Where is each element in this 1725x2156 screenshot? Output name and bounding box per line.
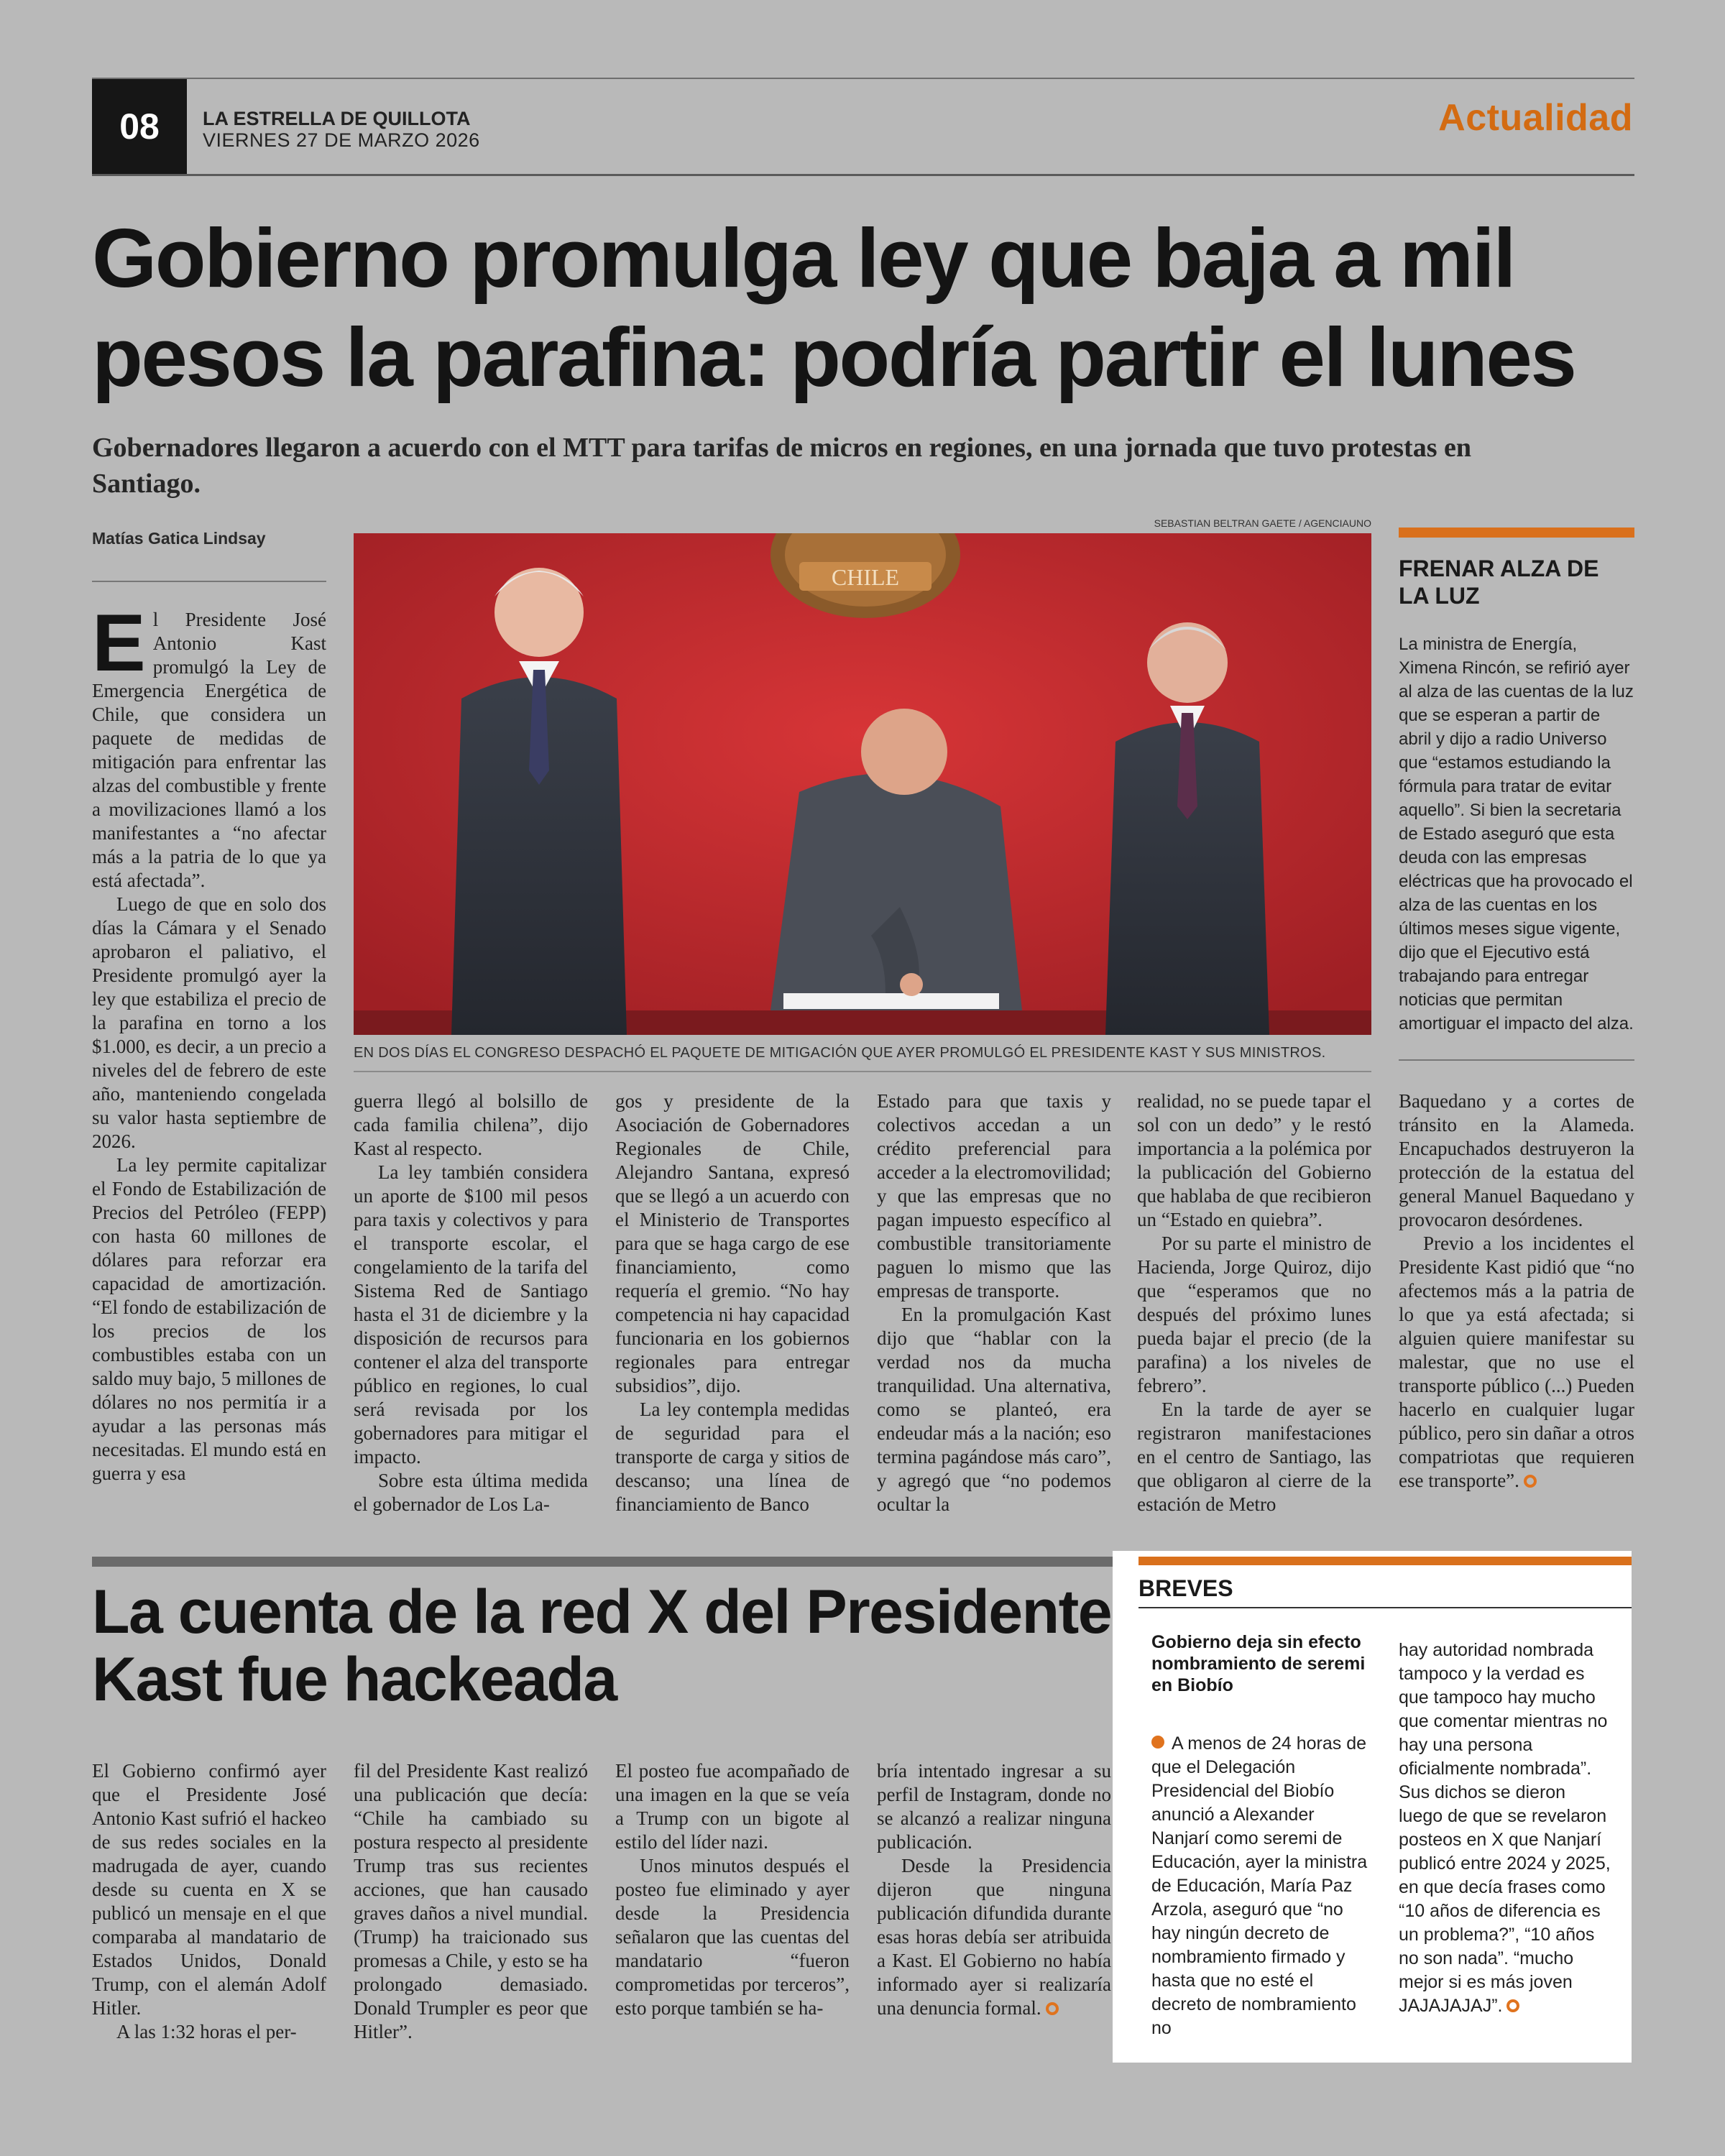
page-number: 08 bbox=[92, 79, 187, 174]
sidebar-accent-bar bbox=[1399, 528, 1634, 538]
paragraph: El posteo fue acompañado de una imagen en la que se veía a Trump con un bigote al estilo del líder nazi. bbox=[615, 1760, 850, 1853]
story1-column-2 bbox=[354, 1089, 588, 1516]
main-headline: Gobierno promulga ley que baja a mil pesos la parafina: podría partir el lunes bbox=[92, 211, 1576, 404]
end-mark-icon bbox=[1506, 1999, 1519, 2012]
breves-accent-bar bbox=[1138, 1557, 1632, 1565]
breves-text: hay autoridad nombrada tampoco y la verdad es que tampoco hay mucho que comentar mientras no hay una persona oficialmente nombrada”. Sus dichos se dieron luego de que se revelaron posteos en X que Nanjarí publicó entre 2024 y 2025, en que decía frases como “10 años de diferencia es un problema?”, “10 años no son nada”. “mucho mejor si es más joven JAJAJAJAJ”. bbox=[1399, 1640, 1611, 2016]
paragraph: La ley permite capitalizar el Fondo de Estabilización de Precios del Petróleo (FEPP) con hasta 60 millones de dólares para reforzar era capacidad de amortización. “El fondo de estabilización de los precios de los combustibles estaba con un saldo muy bajo, 5 millones de dólares no nos permitía ir a ayudar a las personas más necesitadas. El mundo está en guerra y esa bbox=[92, 1154, 326, 1484]
story1-column-6 bbox=[1399, 1089, 1634, 1493]
header-top-rule bbox=[92, 78, 1634, 79]
sidebar-title: FRENAR ALZA DE LA LUZ bbox=[1399, 556, 1599, 609]
caption-rule bbox=[354, 1071, 1371, 1072]
story2-column-4 bbox=[877, 1759, 1111, 2020]
newspaper-name: LA ESTRELLA DE QUILLOTA bbox=[203, 108, 471, 129]
paragraph: guerra llegó al bolsillo de cada familia chilena”, dijo Kast al respecto. bbox=[354, 1090, 588, 1159]
story-separator bbox=[92, 1557, 1113, 1567]
header-bottom-rule bbox=[92, 174, 1634, 176]
paragraph: Por su parte el ministro de Hacienda, Jorge Quiroz, dijo que “esperamos que no después del próximo lunes pueda bajar el precio (de la parafina) a los niveles de febrero”. bbox=[1137, 1233, 1371, 1396]
story2-column-3 bbox=[615, 1759, 850, 2020]
story1-column-5 bbox=[1137, 1089, 1371, 1516]
bullet-icon bbox=[1151, 1736, 1164, 1749]
section-label: Actualidad bbox=[1438, 97, 1633, 139]
paragraph: fil del Presidente Kast realizó una publicación que decía: “Chile ha cambiado su postura respecto al presidente Trump tras sus recientes acciones, que han causado graves daños a nivel mundial. (Trump) ha traicionado sus promesas a Chile, y esto se ha prolongado demasiado. Donald Trumpler es peor que Hitler”. bbox=[354, 1760, 588, 2042]
paragraph: La ley contempla medidas de seguridad para el transporte de carga y sitios de descanso; una línea de financiamiento de Banco bbox=[615, 1399, 850, 1515]
byline-rule bbox=[92, 581, 326, 582]
paragraph: En la promulgación Kast dijo que “hablar con la verdad nos da mucha tranquilidad. Una alternativa, como se planteó, era endeudar más a la nación; eso termina pagándose más caro”, y agregó que “no podemos ocultar la bbox=[877, 1304, 1111, 1515]
main-photo bbox=[354, 533, 1371, 1035]
paragraph: Sobre esta última medida el gobernador de Los La- bbox=[354, 1470, 588, 1515]
paragraph: bría intentado ingresar a su perfil de Instagram, donde no se alcanzó a realizar ninguna publicación. bbox=[877, 1760, 1111, 1853]
breves-column-1 bbox=[1151, 1732, 1374, 2040]
issue-date: VIERNES 27 DE MARZO 2026 bbox=[203, 129, 480, 151]
paragraph: Baquedano y a cortes de tránsito en la Alameda. Encapuchados destruyeron la protección de la estatua del general Manuel Baquedano y provocaron desórdenes. bbox=[1399, 1090, 1634, 1230]
story1-column-3 bbox=[615, 1089, 850, 1516]
sidebar-rule bbox=[1399, 1059, 1634, 1061]
paragraph: A las 1:32 horas el per- bbox=[116, 2021, 297, 2042]
paragraph: Desde la Presidencia dijeron que ninguna publicación difundida durante esas horas debía ser atribuida a Kast. El Gobierno no había informado ayer si realizaría una denuncia formal. bbox=[877, 1855, 1111, 2019]
story2-column-2 bbox=[354, 1759, 588, 2044]
breves-headline: Gobierno deja sin efecto nombramiento de seremi en Biobío bbox=[1151, 1632, 1366, 1695]
paragraph: gos y presidente de la Asociación de Gobernadores Regionales de Chile, Alejandro Santana, expresó que se llegó a un acuerdo con el Ministerio de Transportes para que se haga cargo de ese financiamiento, como requería el gremio. “No hay competencia ni hay capacidad funcionaria en los gobiernos regionales para entregar subsidios”, dijo. bbox=[615, 1090, 850, 1396]
paragraph: l Presidente José Antonio Kast promulgó la Ley de Emergencia Energética de Chile, que considera un paquete de medidas de mitigación para enfrentar las alzas del combustible y frente a movilizaciones llamó a los manifestantes a “no afectar más a la patria de lo que ya está afectada”. bbox=[92, 609, 326, 891]
paragraph: La ley también considera un aporte de $100 mil pesos para taxis y colectivos y para el transporte escolar, el congelamiento de la tarifa del Sistema Red de Santiago hasta el 31 de diciembre y la disposición de recursos para contener el alza del transporte público en regiones, lo cual será revisada por los gobernadores para mitigar el impacto. bbox=[354, 1161, 588, 1468]
sidebar-body: La ministra de Energía, Ximena Rincón, se refirió ayer al alza de las cuentas de la luz que se esperan a partir de abril y dijo a radio Universo que “estamos estudiando la fórmula para tratar de evitar aquello”. Si bien la secretaria de Estado aseguró que esta deuda con las empresas eléctricas que ha provocado el alza de las cuentas en los últimos meses sigue vigente, dijo que el Ejecutivo está trabajando para entregar noticias que permitan amortiguar el impacto del alza. bbox=[1399, 635, 1634, 1033]
paragraph: Previo a los incidentes el Presidente Kast pidió que “no afectemos más a la patria de lo que ya está afectada; si alguien quiere manifestar su malestar, que no use el transporte público (...) Pueden hacerlo en cualquier lugar público, pero sin dañar a otros compatriotas que requieren ese transporte”. bbox=[1399, 1233, 1634, 1491]
story2-column-1 bbox=[92, 1759, 326, 2044]
main-deck: Gobernadores llegaron a acuerdo con el MTT para tarifas de micros en regiones, en una jornada que tuvo protestas en Santiago. bbox=[92, 433, 1471, 499]
breves-rule bbox=[1138, 1607, 1632, 1608]
paragraph: realidad, no se puede tapar el sol con un dedo” y le restó importancia a la polémica por la publicación del Gobierno que hablaba de que recibieron un “Estado en quiebra”. bbox=[1137, 1090, 1371, 1230]
seal-text: CHILE bbox=[831, 564, 900, 590]
byline: Matías Gatica Lindsay bbox=[92, 529, 266, 548]
breves-text: A menos de 24 horas de que el Delegación Presidencial del Biobío anunció a Alexander Nanjarí como seremi de Educación, ayer la ministra de Educación, María Paz Arzola, aseguró que “no hay ningún decreto de nombramiento firmado y hasta que no esté el decreto de nombramiento no bbox=[1151, 1733, 1368, 2038]
second-headline: La cuenta de la red X del Presidente Kast fue hackeada bbox=[92, 1577, 1112, 1714]
paragraph: Luego de que en solo dos días la Cámara y el Senado aprobaron el paliativo, el Presidente promulgó ayer la ley que estabiliza el precio de la parafina en torno a los $1.000, es decir, a un precio a niveles del de febrero de este año, manteniendo congelada su valor hasta septiembre de 2026. bbox=[92, 893, 326, 1152]
paragraph: En la tarde de ayer se registraron manifestaciones en el centro de Santiago, las que obligaron al cierre de la estación de Metro bbox=[1137, 1399, 1371, 1515]
signing-ceremony-illustration bbox=[354, 533, 1371, 1035]
story1-column-1 bbox=[92, 598, 326, 1542]
paragraph: El Gobierno confirmó ayer que el Presidente José Antonio Kast sufrió el hackeo de sus redes sociales en la madrugada de ayer, cuando desde su cuenta en X se publicó un mensaje en el que comparaba al mandatario de Estados Unidos, Donald Trump, con el alemán Adolf Hitler. bbox=[92, 1760, 326, 2019]
photo-caption: EN DOS DÍAS EL CONGRESO DESPACHÓ EL PAQUETE DE MITIGACIÓN QUE AYER PROMULGÓ EL PRESIDENTE KAST Y SUS MINISTROS. bbox=[354, 1045, 1326, 1061]
paragraph: Estado para que taxis y colectivos accedan a un crédito preferencial para acceder a la electromovilidad; y que las empresas que no pagan impuesto específico al combustible transitoriamente paguen lo mismo que las empresas de transporte. bbox=[877, 1090, 1111, 1302]
paragraph: Unos minutos después el posteo fue eliminado y ayer desde la Presidencia señalaron que las cuentas del mandatario “fueron comprometidas por terceros”, esto porque también se ha- bbox=[615, 1855, 850, 2019]
dropcap: E bbox=[92, 598, 146, 688]
end-mark-icon bbox=[1524, 1475, 1537, 1488]
story1-column-4 bbox=[877, 1089, 1111, 1516]
breves-column-2 bbox=[1399, 1639, 1614, 2018]
end-mark-icon bbox=[1046, 2002, 1059, 2015]
breves-title: BREVES bbox=[1138, 1575, 1233, 1601]
photo-credit: SEBASTIAN BELTRAN GAETE / AGENCIAUNO bbox=[1154, 517, 1371, 529]
